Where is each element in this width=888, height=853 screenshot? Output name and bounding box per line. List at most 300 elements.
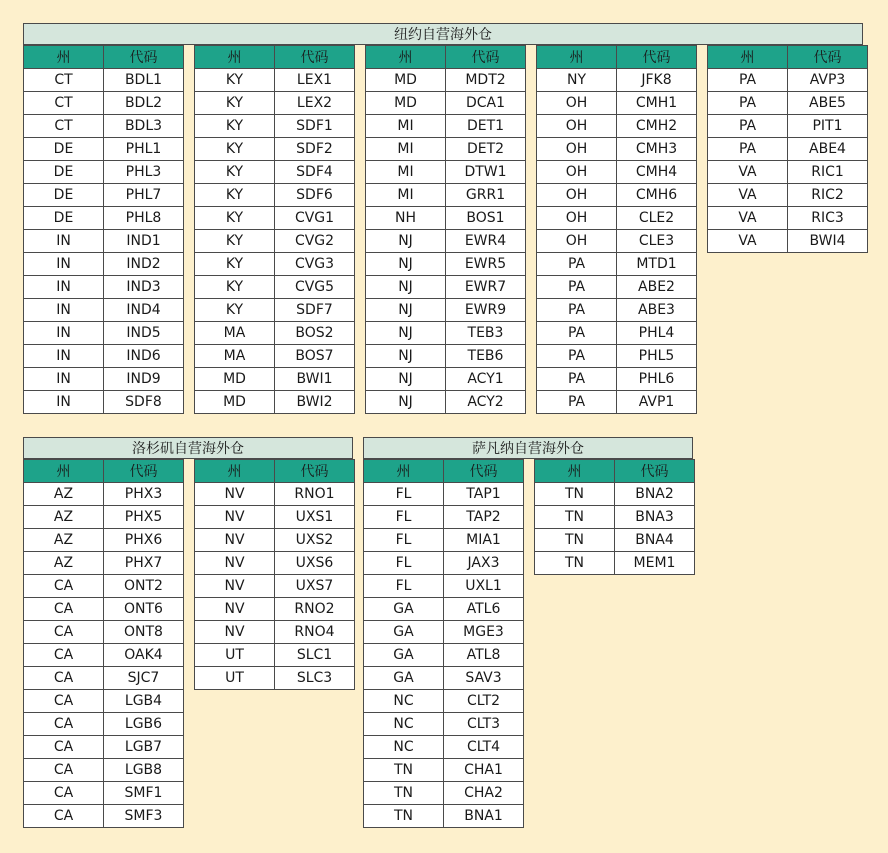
table-row [535, 552, 695, 575]
table-row [708, 115, 868, 138]
state-cell: FL [364, 529, 444, 552]
state-cell: PA [708, 69, 788, 92]
code-cell: ONT6 [104, 598, 184, 621]
code-cell: BWI2 [275, 391, 355, 414]
state-cell: KY [195, 253, 275, 276]
table-header-row [195, 46, 355, 69]
table-row [364, 644, 524, 667]
table-row [195, 506, 355, 529]
state-cell: CA [24, 575, 104, 598]
state-cell: CA [24, 736, 104, 759]
state-cell: TN [364, 805, 444, 828]
header-state: 州 [537, 46, 617, 69]
state-cell: MA [195, 345, 275, 368]
table-row [195, 621, 355, 644]
table-row [366, 92, 526, 115]
state-cell: DE [24, 138, 104, 161]
state-cell: TN [535, 506, 615, 529]
warehouse-code-table [194, 459, 355, 690]
code-cell: MGE3 [444, 621, 524, 644]
state-cell: KY [195, 69, 275, 92]
state-cell: CA [24, 598, 104, 621]
state-cell: MI [366, 138, 446, 161]
code-cell: CMH2 [617, 115, 697, 138]
table-row [364, 736, 524, 759]
table-row [195, 207, 355, 230]
state-cell: NC [364, 713, 444, 736]
state-cell: MD [195, 391, 275, 414]
state-cell: GA [364, 621, 444, 644]
code-cell: SDF4 [275, 161, 355, 184]
code-cell: TEB3 [446, 322, 526, 345]
state-cell: NV [195, 621, 275, 644]
table-row [195, 322, 355, 345]
table-row [195, 552, 355, 575]
table-row [366, 138, 526, 161]
table-row [537, 276, 697, 299]
code-cell: TEB6 [446, 345, 526, 368]
table-row [24, 391, 184, 414]
table-row [708, 92, 868, 115]
table-row [195, 115, 355, 138]
code-cell: PHL6 [617, 368, 697, 391]
state-cell: TN [364, 782, 444, 805]
state-cell: DE [24, 184, 104, 207]
table-row [366, 115, 526, 138]
code-cell: UXS1 [275, 506, 355, 529]
table-row [537, 322, 697, 345]
code-cell: EWR9 [446, 299, 526, 322]
table-header-row [24, 46, 184, 69]
code-cell: PHL4 [617, 322, 697, 345]
state-cell: MI [366, 115, 446, 138]
code-cell: BDL3 [104, 115, 184, 138]
table-row [537, 115, 697, 138]
state-cell: CT [24, 115, 104, 138]
code-cell: LGB6 [104, 713, 184, 736]
state-cell: OH [537, 138, 617, 161]
table-row [195, 276, 355, 299]
code-cell: ABE4 [788, 138, 868, 161]
table-row [195, 230, 355, 253]
code-cell: PHX7 [104, 552, 184, 575]
table-row [364, 575, 524, 598]
table-row [195, 69, 355, 92]
state-cell: CA [24, 690, 104, 713]
state-cell: MI [366, 161, 446, 184]
code-cell: UXS6 [275, 552, 355, 575]
table-row [24, 529, 184, 552]
code-cell: CMH6 [617, 184, 697, 207]
state-cell: GA [364, 598, 444, 621]
state-cell: MI [366, 184, 446, 207]
group-tables [23, 459, 353, 828]
table-row [195, 299, 355, 322]
table-row [24, 805, 184, 828]
state-cell: MD [195, 368, 275, 391]
table-row [24, 667, 184, 690]
state-cell: CA [24, 713, 104, 736]
state-cell: NJ [366, 322, 446, 345]
header-state: 州 [535, 460, 615, 483]
table-row [24, 575, 184, 598]
table-row [366, 345, 526, 368]
table-row [195, 644, 355, 667]
table-row [24, 322, 184, 345]
table-row [364, 621, 524, 644]
code-cell: BWI1 [275, 368, 355, 391]
group-new-york [23, 23, 863, 414]
state-cell: MA [195, 322, 275, 345]
state-cell: PA [537, 368, 617, 391]
table-row [708, 207, 868, 230]
code-cell: SLC3 [275, 667, 355, 690]
state-cell: MD [366, 69, 446, 92]
warehouse-code-table [707, 45, 868, 253]
code-cell: SDF2 [275, 138, 355, 161]
code-cell: BNA4 [615, 529, 695, 552]
state-cell: UT [195, 667, 275, 690]
state-cell: PA [537, 391, 617, 414]
table-row [195, 345, 355, 368]
table-row [364, 805, 524, 828]
table-row [195, 529, 355, 552]
state-cell: PA [537, 345, 617, 368]
code-cell: BNA2 [615, 483, 695, 506]
table-row [24, 368, 184, 391]
state-cell: AZ [24, 483, 104, 506]
state-cell: NV [195, 598, 275, 621]
state-cell: OH [537, 161, 617, 184]
code-cell: BOS1 [446, 207, 526, 230]
table-row [24, 207, 184, 230]
warehouse-code-table [23, 459, 184, 828]
code-cell: RIC2 [788, 184, 868, 207]
state-cell: AZ [24, 552, 104, 575]
warehouse-code-table [534, 459, 695, 575]
table-row [195, 253, 355, 276]
state-cell: NY [537, 69, 617, 92]
state-cell: PA [708, 115, 788, 138]
table-header-row [537, 46, 697, 69]
warehouse-code-table [194, 45, 355, 414]
state-cell: KY [195, 299, 275, 322]
state-cell: KY [195, 115, 275, 138]
state-cell: NJ [366, 391, 446, 414]
table-row [537, 253, 697, 276]
group-los-angeles [23, 437, 353, 828]
table-row [24, 230, 184, 253]
state-cell: NV [195, 483, 275, 506]
code-cell: IND3 [104, 276, 184, 299]
table-row [195, 575, 355, 598]
state-cell: FL [364, 483, 444, 506]
group-tables [23, 45, 863, 414]
table-row [24, 782, 184, 805]
table-row [364, 483, 524, 506]
table-row [24, 736, 184, 759]
code-cell: SLC1 [275, 644, 355, 667]
state-cell: PA [537, 276, 617, 299]
state-cell: NC [364, 736, 444, 759]
table-header-row [364, 460, 524, 483]
state-cell: CA [24, 667, 104, 690]
code-cell: UXS7 [275, 575, 355, 598]
table-row [708, 69, 868, 92]
code-cell: AVP1 [617, 391, 697, 414]
code-cell: ACY2 [446, 391, 526, 414]
code-cell: IND1 [104, 230, 184, 253]
table-row [366, 161, 526, 184]
table-row [537, 184, 697, 207]
state-cell: CA [24, 805, 104, 828]
code-cell: CMH3 [617, 138, 697, 161]
state-cell: IN [24, 276, 104, 299]
table-row [366, 184, 526, 207]
table-row [24, 483, 184, 506]
code-cell: CVG5 [275, 276, 355, 299]
state-cell: AZ [24, 506, 104, 529]
table-row [366, 391, 526, 414]
state-cell: NJ [366, 276, 446, 299]
table-row [537, 391, 697, 414]
code-cell: PHX3 [104, 483, 184, 506]
table-row [195, 92, 355, 115]
code-cell: MTD1 [617, 253, 697, 276]
code-cell: IND5 [104, 322, 184, 345]
code-cell: PHL5 [617, 345, 697, 368]
table-row [195, 368, 355, 391]
table-row [195, 184, 355, 207]
code-cell: RNO1 [275, 483, 355, 506]
code-cell: PHL3 [104, 161, 184, 184]
table-row [195, 598, 355, 621]
code-cell: SMF3 [104, 805, 184, 828]
state-cell: CT [24, 69, 104, 92]
header-state: 州 [195, 46, 275, 69]
code-cell: MDT2 [446, 69, 526, 92]
state-cell: NJ [366, 299, 446, 322]
code-cell: PHL1 [104, 138, 184, 161]
code-cell: CLT2 [444, 690, 524, 713]
code-cell: TAP2 [444, 506, 524, 529]
state-cell: NJ [366, 368, 446, 391]
group-title: 洛杉矶自营海外仓 [23, 437, 353, 459]
table-row [364, 529, 524, 552]
header-code: 代码 [788, 46, 868, 69]
state-cell: KY [195, 230, 275, 253]
state-cell: VA [708, 230, 788, 253]
table-row [364, 506, 524, 529]
table-row [537, 161, 697, 184]
code-cell: CHA1 [444, 759, 524, 782]
header-code: 代码 [275, 46, 355, 69]
state-cell: IN [24, 391, 104, 414]
table-row [195, 161, 355, 184]
code-cell: CLE2 [617, 207, 697, 230]
table-row [537, 69, 697, 92]
state-cell: KY [195, 161, 275, 184]
state-cell: OH [537, 184, 617, 207]
code-cell: SMF1 [104, 782, 184, 805]
code-cell: SDF6 [275, 184, 355, 207]
table-row [24, 598, 184, 621]
code-cell: RNO2 [275, 598, 355, 621]
table-row [24, 184, 184, 207]
state-cell: IN [24, 253, 104, 276]
code-cell: IND2 [104, 253, 184, 276]
table-row [537, 368, 697, 391]
table-row [24, 552, 184, 575]
state-cell: AZ [24, 529, 104, 552]
warehouse-code-table [363, 459, 524, 828]
warehouse-code-table [536, 45, 697, 414]
state-cell: GA [364, 644, 444, 667]
code-cell: CMH4 [617, 161, 697, 184]
code-cell: SAV3 [444, 667, 524, 690]
header-state: 州 [364, 460, 444, 483]
code-cell: DTW1 [446, 161, 526, 184]
table-row [24, 506, 184, 529]
code-cell: CLT4 [444, 736, 524, 759]
table-row [24, 161, 184, 184]
code-cell: BDL2 [104, 92, 184, 115]
header-code: 代码 [275, 460, 355, 483]
code-cell: PHX6 [104, 529, 184, 552]
code-cell: ABE2 [617, 276, 697, 299]
header-state: 州 [708, 46, 788, 69]
state-cell: VA [708, 184, 788, 207]
state-cell: IN [24, 345, 104, 368]
table-row [366, 276, 526, 299]
table-row [537, 345, 697, 368]
code-cell: AVP3 [788, 69, 868, 92]
code-cell: RNO4 [275, 621, 355, 644]
code-cell: CLE3 [617, 230, 697, 253]
state-cell: NJ [366, 230, 446, 253]
state-cell: IN [24, 299, 104, 322]
warehouse-code-table [23, 45, 184, 414]
table-row [535, 529, 695, 552]
table-row [24, 276, 184, 299]
code-cell: ONT8 [104, 621, 184, 644]
table-row [24, 299, 184, 322]
header-code: 代码 [104, 460, 184, 483]
state-cell: VA [708, 207, 788, 230]
code-cell: CVG3 [275, 253, 355, 276]
code-cell: LEX1 [275, 69, 355, 92]
table-row [364, 759, 524, 782]
code-cell: IND4 [104, 299, 184, 322]
state-cell: KY [195, 276, 275, 299]
state-cell: OH [537, 115, 617, 138]
code-cell: ACY1 [446, 368, 526, 391]
state-cell: GA [364, 667, 444, 690]
state-cell: NV [195, 575, 275, 598]
state-cell: DE [24, 207, 104, 230]
table-row [366, 69, 526, 92]
table-header-row [708, 46, 868, 69]
table-header-row [366, 46, 526, 69]
code-cell: RIC3 [788, 207, 868, 230]
state-cell: OH [537, 92, 617, 115]
code-cell: SDF7 [275, 299, 355, 322]
code-cell: RIC1 [788, 161, 868, 184]
state-cell: UT [195, 644, 275, 667]
code-cell: JAX3 [444, 552, 524, 575]
state-cell: KY [195, 184, 275, 207]
table-row [24, 253, 184, 276]
state-cell: TN [535, 483, 615, 506]
table-row [364, 552, 524, 575]
state-cell: KY [195, 92, 275, 115]
code-cell: DET1 [446, 115, 526, 138]
header-state: 州 [366, 46, 446, 69]
code-cell: EWR7 [446, 276, 526, 299]
state-cell: NJ [366, 345, 446, 368]
table-row [24, 621, 184, 644]
code-cell: LGB8 [104, 759, 184, 782]
code-cell: JFK8 [617, 69, 697, 92]
state-cell: KY [195, 138, 275, 161]
table-row [708, 230, 868, 253]
code-cell: PHL7 [104, 184, 184, 207]
code-cell: BNA3 [615, 506, 695, 529]
table-row [537, 207, 697, 230]
group-title: 纽约自营海外仓 [23, 23, 863, 45]
code-cell: ABE5 [788, 92, 868, 115]
table-row [537, 138, 697, 161]
table-row [537, 230, 697, 253]
state-cell: IN [24, 368, 104, 391]
header-state: 州 [24, 46, 104, 69]
state-cell: KY [195, 207, 275, 230]
table-row [195, 483, 355, 506]
state-cell: NV [195, 552, 275, 575]
table-row [364, 713, 524, 736]
table-row [24, 644, 184, 667]
state-cell: CA [24, 759, 104, 782]
header-code: 代码 [444, 460, 524, 483]
code-cell: UXL1 [444, 575, 524, 598]
state-cell: NV [195, 506, 275, 529]
state-cell: CA [24, 782, 104, 805]
code-cell: GRR1 [446, 184, 526, 207]
state-cell: IN [24, 230, 104, 253]
table-row [24, 115, 184, 138]
state-cell: NH [366, 207, 446, 230]
state-cell: FL [364, 506, 444, 529]
code-cell: LEX2 [275, 92, 355, 115]
code-cell: CLT3 [444, 713, 524, 736]
code-cell: TAP1 [444, 483, 524, 506]
code-cell: SJC7 [104, 667, 184, 690]
table-row [535, 506, 695, 529]
header-code: 代码 [446, 46, 526, 69]
state-cell: DE [24, 161, 104, 184]
code-cell: BDL1 [104, 69, 184, 92]
state-cell: TN [535, 529, 615, 552]
table-row [366, 207, 526, 230]
table-row [364, 782, 524, 805]
table-row [24, 690, 184, 713]
state-cell: FL [364, 552, 444, 575]
table-row [24, 69, 184, 92]
code-cell: ABE3 [617, 299, 697, 322]
code-cell: ONT2 [104, 575, 184, 598]
state-cell: CT [24, 92, 104, 115]
state-cell: MD [366, 92, 446, 115]
